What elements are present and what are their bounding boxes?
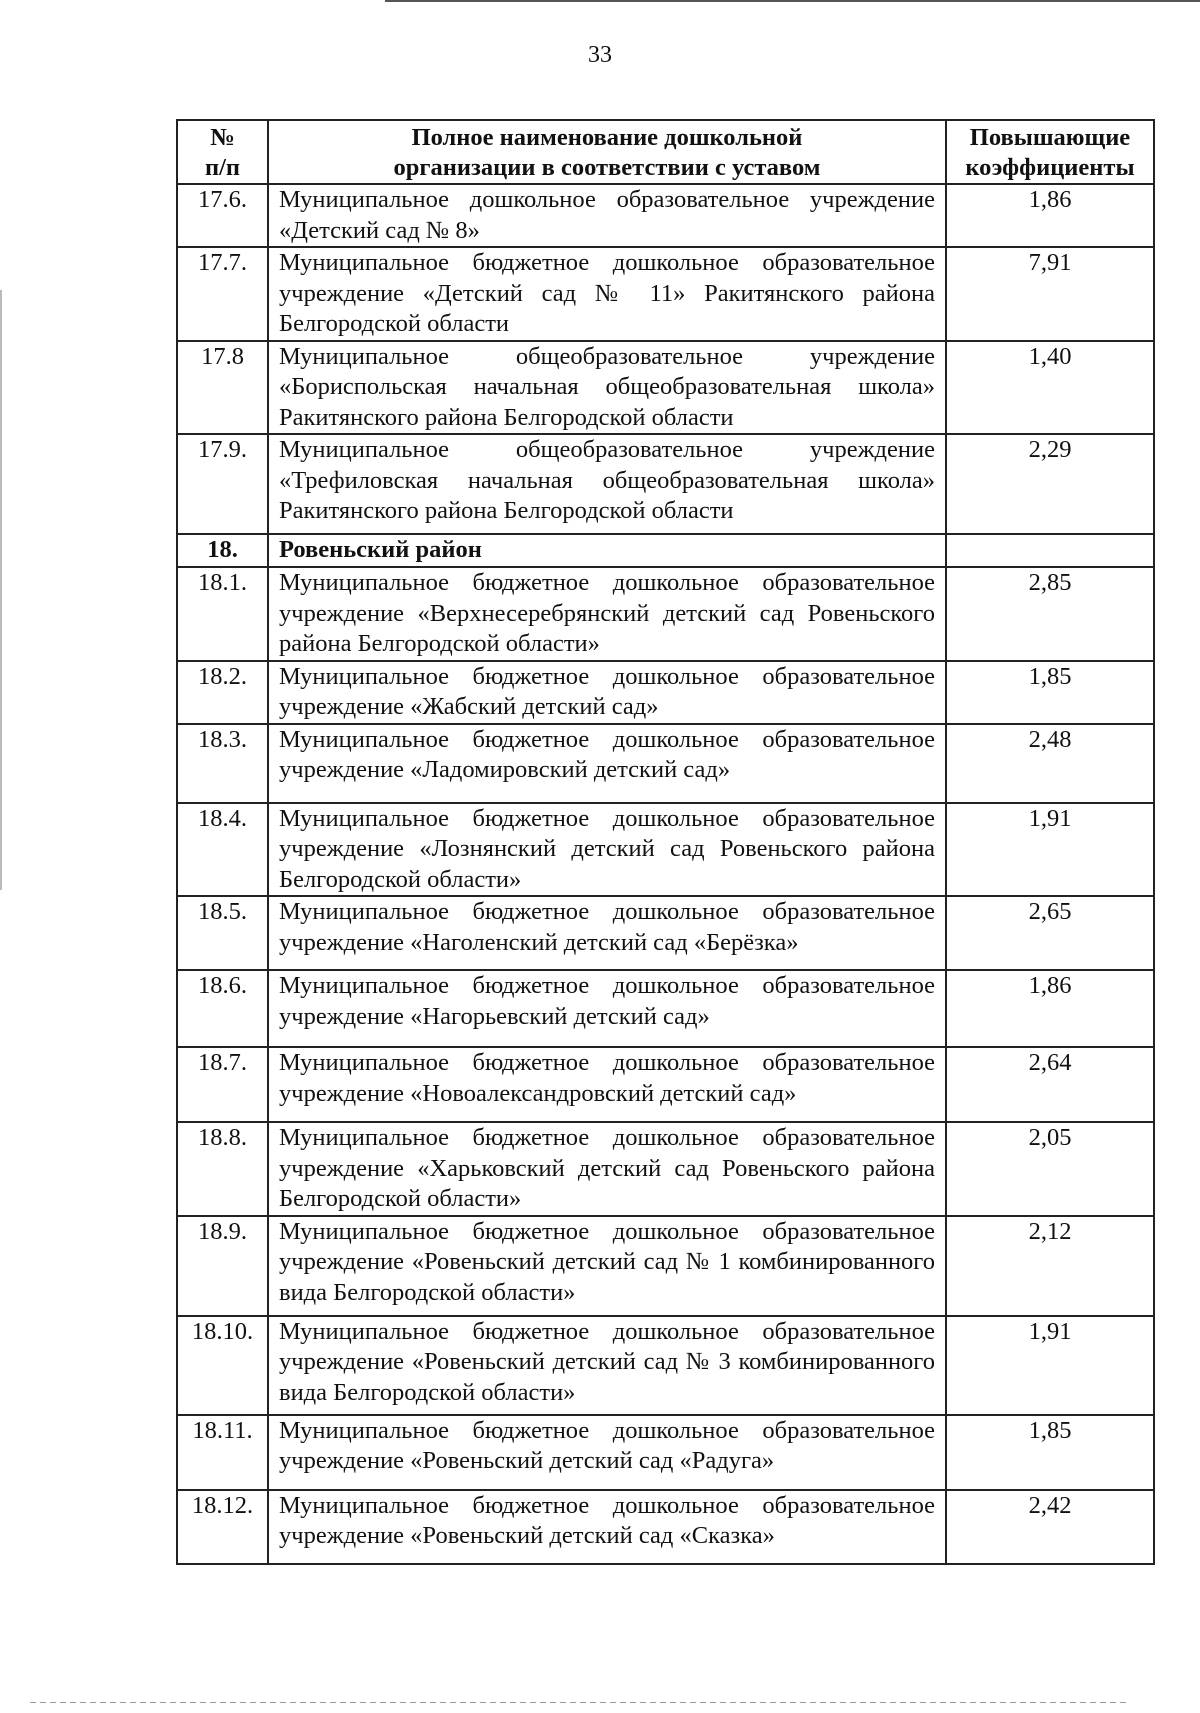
- table-row: [177, 567, 1154, 661]
- organization-name: Муниципальное бюджетное дошкольное образовательное учреждение «Ладомировский детский сад»: [268, 724, 946, 803]
- organization-name: Муниципальное бюджетное дошкольное образовательное учреждение «Наголенский детский сад «Берёзка»: [268, 896, 946, 970]
- section-coefficient: [946, 534, 1154, 567]
- table-row: [177, 970, 1154, 1047]
- organization-name: Муниципальное бюджетное дошкольное образовательное учреждение «Харьковский детский сад Ровеньского района Белгородской области»: [268, 1122, 946, 1216]
- coefficient-value: 2,42: [946, 1490, 1154, 1564]
- organization-name: Муниципальное дошкольное образовательное учреждение «Детский сад № 8»: [268, 184, 946, 247]
- coefficient-value: 1,86: [946, 970, 1154, 1047]
- table-header-row: [177, 120, 1154, 184]
- coefficient-value: 2,64: [946, 1047, 1154, 1122]
- coefficient-value: 2,29: [946, 434, 1154, 534]
- organization-name: Муниципальное общеобразовательное учреждение «Трефиловская начальная общеобразовательная школа» Ракитянского района Белгородской области: [268, 434, 946, 534]
- organization-name: Муниципальное бюджетное дошкольное образовательное учреждение «Жабский детский сад»: [268, 661, 946, 724]
- table-row: [177, 434, 1154, 534]
- organization-name: Муниципальное бюджетное дошкольное образовательное учреждение «Верхнесеребрянский детский сад Ровеньского района Белгородской области»: [268, 567, 946, 661]
- coefficient-value: 7,91: [946, 247, 1154, 341]
- organization-name: Муниципальное бюджетное дошкольное образовательное учреждение «Детский сад № 11» Ракитянского района Белгородской области: [268, 247, 946, 341]
- section-row: [177, 534, 1154, 567]
- table-row: [177, 1490, 1154, 1564]
- organization-name: Муниципальное бюджетное дошкольное образовательное учреждение «Новоалександровский детский сад»: [268, 1047, 946, 1122]
- scan-edge-mark: [0, 290, 2, 890]
- coefficient-value: 1,85: [946, 1415, 1154, 1490]
- table-row: [177, 184, 1154, 247]
- header-name-label: Полное наименование дошкольной организации в соответствии с уставом: [393, 124, 821, 181]
- organization-name: Муниципальное бюджетное дошкольное образовательное учреждение «Ровеньский детский сад «Радуга»: [268, 1415, 946, 1490]
- table-row: [177, 896, 1154, 970]
- row-number: 18.9.: [177, 1216, 268, 1316]
- row-number: 17.9.: [177, 434, 268, 534]
- row-number: 18.11.: [177, 1415, 268, 1490]
- row-number: 18.4.: [177, 803, 268, 897]
- row-number: 18.6.: [177, 970, 268, 1047]
- top-border-line: [385, 0, 1200, 2]
- coefficient-value: 1,91: [946, 1316, 1154, 1415]
- row-number: 17.7.: [177, 247, 268, 341]
- coefficient-value: 1,40: [946, 341, 1154, 435]
- header-num: [177, 120, 268, 184]
- header-num-label: № п/п: [204, 124, 241, 181]
- row-number: 17.6.: [177, 184, 268, 247]
- coefficient-value: 2,05: [946, 1122, 1154, 1216]
- organization-name: Муниципальное бюджетное дошкольное образовательное учреждение «Лознянский детский сад Ровеньского района Белгородской области»: [268, 803, 946, 897]
- table-row: [177, 803, 1154, 897]
- row-number: 18.1.: [177, 567, 268, 661]
- row-number: 18.10.: [177, 1316, 268, 1415]
- table-row: [177, 724, 1154, 803]
- header-coef-label: Повышающие коэффициенты: [965, 124, 1135, 181]
- organization-name: Муниципальное бюджетное дошкольное образовательное учреждение «Ровеньский детский сад «Сказка»: [268, 1490, 946, 1564]
- header-coef: [946, 120, 1154, 184]
- organization-name: Муниципальное бюджетное дошкольное образовательное учреждение «Ровеньский детский сад № 3 комбинированного вида Белгородской области»: [268, 1316, 946, 1415]
- coefficients-table: [176, 119, 1155, 1565]
- organization-name: Муниципальное бюджетное дошкольное образовательное учреждение «Нагорьевский детский сад»: [268, 970, 946, 1047]
- table-row: [177, 247, 1154, 341]
- table-row: [177, 1047, 1154, 1122]
- section-title: Ровеньский район: [268, 534, 946, 567]
- coefficient-value: 2,65: [946, 896, 1154, 970]
- section-number: 18.: [177, 534, 268, 567]
- organization-name: Муниципальное бюджетное дошкольное образовательное учреждение «Ровеньский детский сад № 1 комбинированного вида Белгородской области»: [268, 1216, 946, 1316]
- table-row: [177, 661, 1154, 724]
- coefficient-value: 1,85: [946, 661, 1154, 724]
- row-number: 18.12.: [177, 1490, 268, 1564]
- coefficient-value: 2,85: [946, 567, 1154, 661]
- row-number: 18.7.: [177, 1047, 268, 1122]
- coefficient-value: 1,91: [946, 803, 1154, 897]
- table-row: [177, 1122, 1154, 1216]
- table-row: [177, 1415, 1154, 1490]
- row-number: 18.2.: [177, 661, 268, 724]
- bottom-scan-line: [30, 1702, 1130, 1703]
- coefficient-value: 2,12: [946, 1216, 1154, 1316]
- table-row: [177, 341, 1154, 435]
- table-row: [177, 1216, 1154, 1316]
- header-name: [268, 120, 946, 184]
- coefficient-value: 1,86: [946, 184, 1154, 247]
- table-row: [177, 1316, 1154, 1415]
- row-number: 17.8: [177, 341, 268, 435]
- coefficient-value: 2,48: [946, 724, 1154, 803]
- row-number: 18.8.: [177, 1122, 268, 1216]
- row-number: 18.5.: [177, 896, 268, 970]
- organization-name: Муниципальное общеобразовательное учреждение «Бориспольская начальная общеобразовательная школа» Ракитянского района Белгородской области: [268, 341, 946, 435]
- page-number: 33: [588, 42, 612, 68]
- row-number: 18.3.: [177, 724, 268, 803]
